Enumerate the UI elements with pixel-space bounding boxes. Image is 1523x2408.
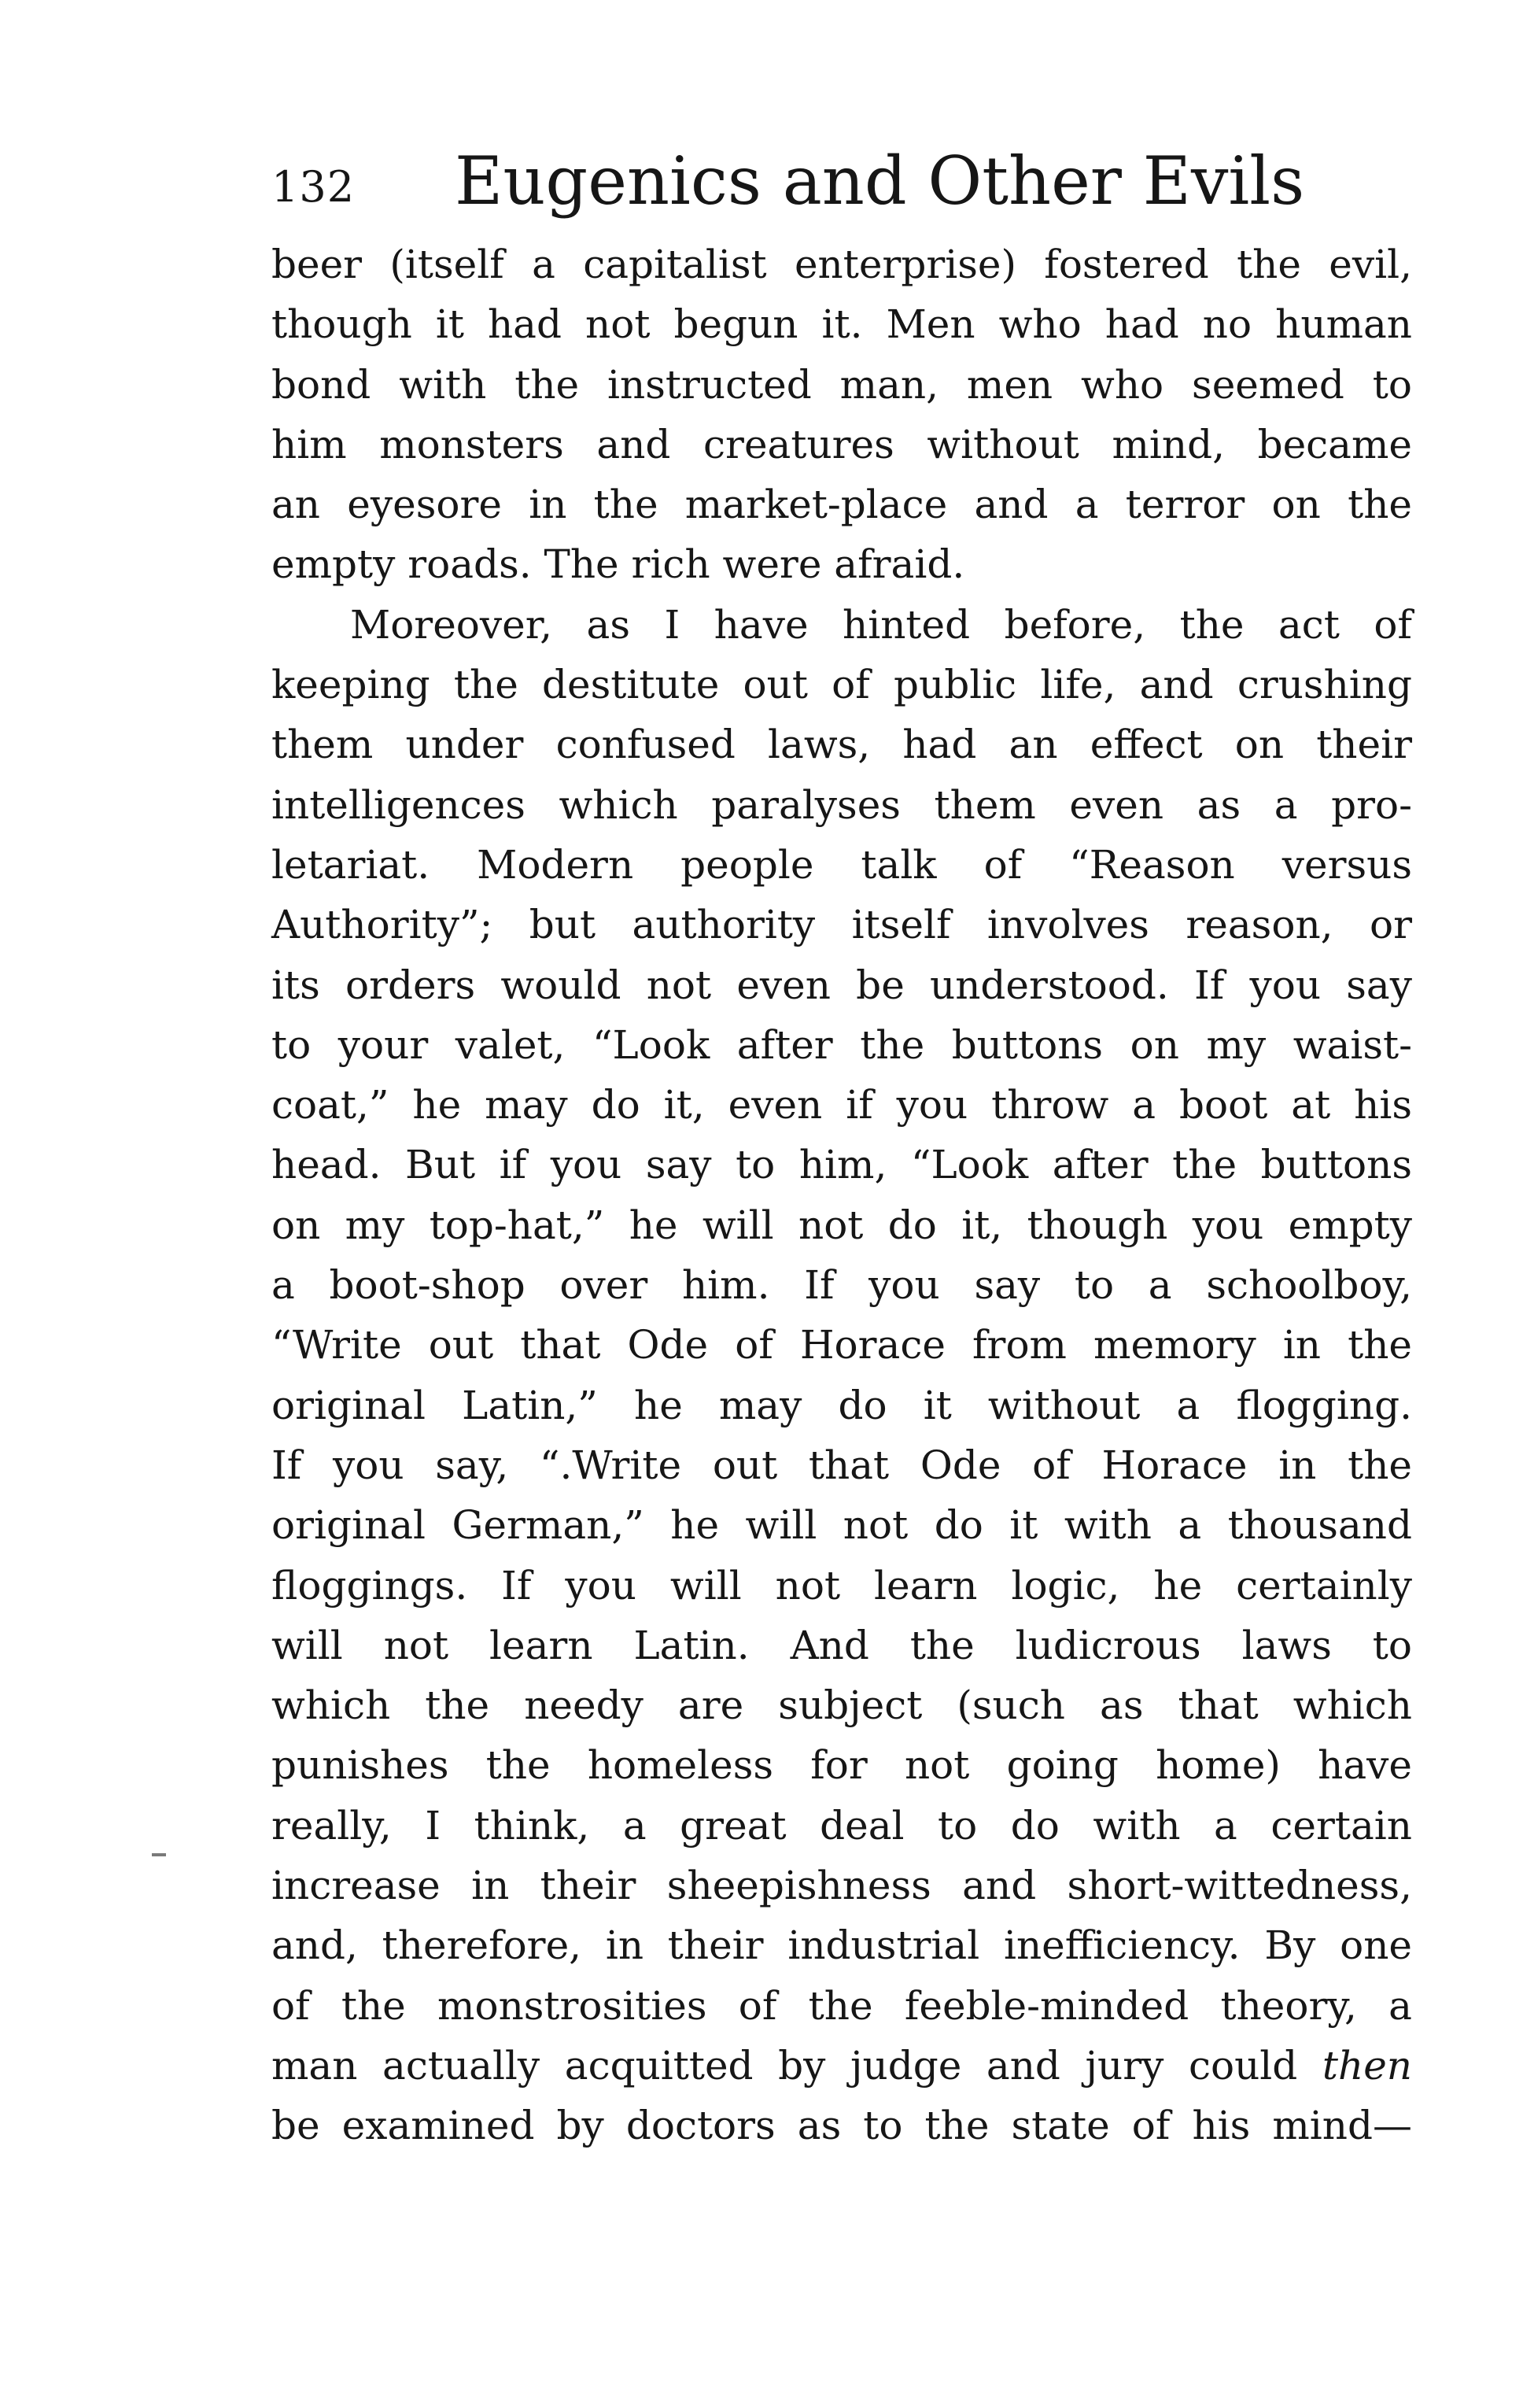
text-line: floggings. If you will not learn logic, he certainly — [271, 1562, 1412, 1608]
text-line: on my top-hat,” he will not do it, though you empty — [271, 1202, 1412, 1248]
text-line-with-emphasis — [271, 2036, 1412, 2096]
text-line: a boot-shop over him. If you say to a schoolboy, — [271, 1262, 1412, 1309]
text-line: bond with the instructed man, men who seemed to — [271, 361, 1412, 408]
text-line: to your valet, “Look after the buttons on my waist- — [271, 1021, 1412, 1068]
text-line: and, therefore, in their industrial inefficiency. By one — [271, 1922, 1412, 1969]
text-line: letariat. Modern people talk of “Reason versus — [271, 841, 1412, 888]
text-line-segment: man actually acquitted by judge and jury could — [271, 2042, 1298, 2089]
text-line: really, I think, a great deal to do with a certain — [271, 1802, 1412, 1848]
text-line: though it had not begun it. Men who had no human — [271, 301, 1412, 348]
margin-mark — [152, 1853, 166, 1856]
text-line: will not learn Latin. And the ludicrous laws to — [271, 1622, 1412, 1668]
text-line: of the monstrosities of the feeble-minded theory, a — [271, 1982, 1412, 2029]
paragraph-start-line: Moreover, as I have hinted before, the act of — [350, 601, 1412, 648]
text-line: beer (itself a capitalist enterprise) fostered the evil, — [271, 242, 1412, 287]
text-line: If you say, “.Write out that Ode of Horace in the — [271, 1442, 1412, 1488]
page-number: 132 — [271, 162, 356, 212]
text-line: punishes the homeless for not going home) have — [271, 1742, 1412, 1789]
text-line: Authority”; but authority itself involves reason, or — [271, 902, 1412, 948]
text-line: its orders would not even be understood. If you say — [271, 962, 1412, 1008]
running-title: Eugenics and Other Evils — [455, 142, 1305, 220]
text-line: him monsters and creatures without mind, became — [271, 421, 1412, 467]
text-line: original German,” he will not do it with a thousand — [271, 1502, 1412, 1549]
text-line: intelligences which paralyses them even as a pro- — [271, 781, 1412, 828]
text-line: keeping the destitute out of public life, and crushing — [271, 662, 1412, 708]
text-line: coat,” he may do it, even if you throw a boot at his — [271, 1082, 1412, 1128]
text-line: original Latin,” he may do it without a flogging. — [271, 1382, 1412, 1428]
page-header — [271, 138, 1412, 224]
text-line: head. But if you say to him, “Look after the buttons — [271, 1142, 1412, 1188]
text-line: be examined by doctors as to the state of his mind— — [271, 2103, 1412, 2149]
text-line: increase in their sheepishness and short-wittedness, — [271, 1863, 1412, 1909]
text-line: which the needy are subject (such as that which — [271, 1682, 1412, 1729]
body-text — [271, 235, 1412, 2156]
text-line: empty roads. The rich were afraid. — [271, 541, 965, 588]
text-line: them under confused laws, had an effect on their — [271, 722, 1412, 768]
text-line: “Write out that Ode of Horace from memory in the — [271, 1322, 1412, 1368]
italic-emphasis: then — [1322, 2042, 1412, 2089]
text-line: an eyesore in the market-place and a terror on the — [271, 482, 1412, 528]
